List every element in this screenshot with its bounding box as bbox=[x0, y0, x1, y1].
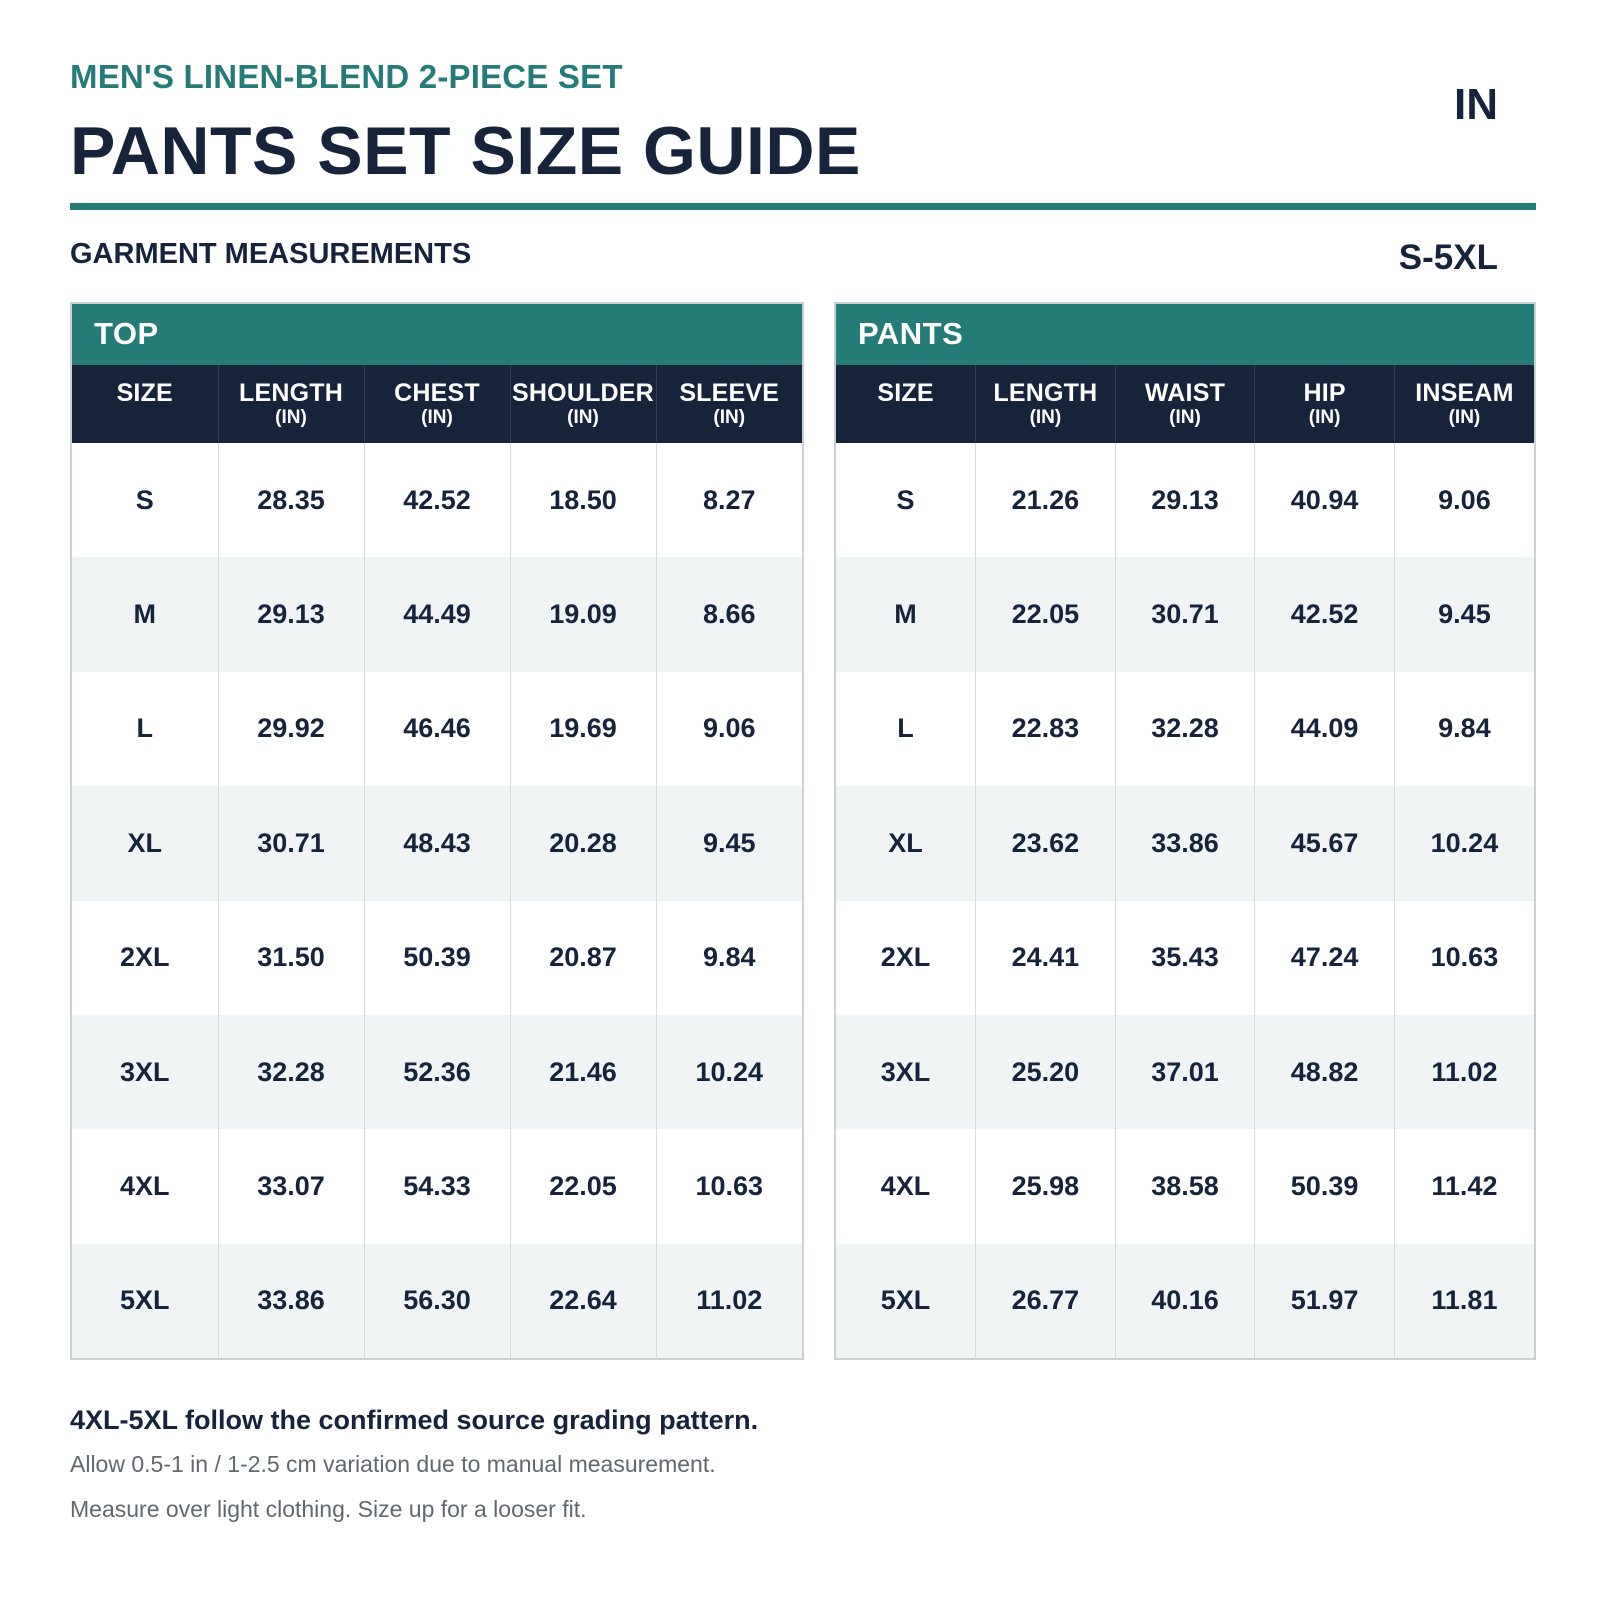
column-label: LENGTH bbox=[239, 378, 343, 407]
grading-note: 4XL-5XL follow the confirmed source grading pattern. bbox=[70, 1405, 759, 1435]
measurement-cell: 20.28 bbox=[510, 786, 656, 900]
table-row bbox=[836, 1129, 1534, 1243]
pants-size-table bbox=[836, 365, 1534, 1358]
size-cell: 3XL bbox=[72, 1015, 218, 1129]
column-header-hip bbox=[1255, 365, 1395, 443]
size-cell: 5XL bbox=[72, 1244, 218, 1358]
measurement-cell: 40.94 bbox=[1255, 443, 1395, 557]
top-panel-title: TOP bbox=[72, 304, 802, 365]
column-header-length bbox=[218, 365, 364, 443]
column-unit: (IN) bbox=[421, 406, 453, 428]
measurement-cell: 44.09 bbox=[1255, 672, 1395, 786]
column-label: INSEAM bbox=[1415, 378, 1514, 407]
measurement-cell: 47.24 bbox=[1255, 901, 1395, 1015]
pants-panel-title: PANTS bbox=[836, 304, 1534, 365]
measurement-cell: 19.09 bbox=[510, 557, 656, 671]
header-divider bbox=[70, 203, 1536, 210]
measurement-cell: 26.77 bbox=[976, 1244, 1116, 1358]
measurement-cell: 31.50 bbox=[218, 901, 364, 1015]
top-size-table bbox=[72, 365, 802, 1358]
measurement-cell: 11.02 bbox=[1394, 1015, 1534, 1129]
table-row bbox=[72, 786, 802, 900]
column-label: SHOULDER bbox=[512, 378, 654, 407]
column-label: CHEST bbox=[394, 378, 480, 407]
measurement-cell: 54.33 bbox=[364, 1129, 510, 1243]
size-cell: S bbox=[836, 443, 976, 557]
size-cell: XL bbox=[72, 786, 218, 900]
column-unit: (IN) bbox=[567, 406, 599, 428]
table-row bbox=[72, 557, 802, 671]
measurement-cell: 22.83 bbox=[976, 672, 1116, 786]
size-cell: M bbox=[72, 557, 218, 671]
measurement-cell: 30.71 bbox=[218, 786, 364, 900]
measurement-cell: 32.28 bbox=[218, 1015, 364, 1129]
measurement-cell: 29.92 bbox=[218, 672, 364, 786]
measurement-cell: 23.62 bbox=[976, 786, 1116, 900]
measurement-cell: 56.30 bbox=[364, 1244, 510, 1358]
measurement-cell: 29.13 bbox=[218, 557, 364, 671]
measurement-cell: 44.49 bbox=[364, 557, 510, 671]
column-header-waist bbox=[1115, 365, 1255, 443]
measurement-cell: 51.97 bbox=[1255, 1244, 1395, 1358]
column-unit: (IN) bbox=[1029, 406, 1062, 428]
measurement-cell: 22.64 bbox=[510, 1244, 656, 1358]
column-unit: (IN) bbox=[713, 406, 746, 428]
measurement-cell: 9.06 bbox=[1394, 443, 1534, 557]
column-label: SLEEVE bbox=[679, 378, 780, 407]
measurement-cell: 25.98 bbox=[976, 1129, 1116, 1243]
measurement-cell: 11.02 bbox=[656, 1244, 802, 1358]
column-header-chest bbox=[364, 365, 510, 443]
measurement-cell: 24.41 bbox=[976, 901, 1116, 1015]
table-row bbox=[836, 1015, 1534, 1129]
column-header-inseam bbox=[1394, 365, 1534, 443]
table-row bbox=[72, 443, 802, 557]
column-label: LENGTH bbox=[993, 378, 1098, 407]
measurement-cell: 37.01 bbox=[1115, 1015, 1255, 1129]
column-header-length bbox=[976, 365, 1116, 443]
size-cell: 4XL bbox=[836, 1129, 976, 1243]
size-cell: M bbox=[836, 557, 976, 671]
measurement-cell: 50.39 bbox=[1255, 1129, 1395, 1243]
size-cell: 3XL bbox=[836, 1015, 976, 1129]
measurement-cell: 45.67 bbox=[1255, 786, 1395, 900]
column-unit: (IN) bbox=[275, 406, 307, 428]
table-row bbox=[72, 1244, 802, 1358]
measurement-cell: 21.46 bbox=[510, 1015, 656, 1129]
measurement-cell: 21.26 bbox=[976, 443, 1116, 557]
measurement-cell: 38.58 bbox=[1115, 1129, 1255, 1243]
table-row bbox=[836, 672, 1534, 786]
table-row bbox=[836, 557, 1534, 671]
size-cell: 4XL bbox=[72, 1129, 218, 1243]
measurement-cell: 9.45 bbox=[1394, 557, 1534, 671]
column-label: SIZE bbox=[877, 378, 934, 407]
measurement-cell: 46.46 bbox=[364, 672, 510, 786]
measurement-cell: 48.82 bbox=[1255, 1015, 1395, 1129]
page-title: PANTS SET SIZE GUIDE bbox=[70, 113, 861, 189]
size-cell: 2XL bbox=[72, 901, 218, 1015]
table-row bbox=[72, 1129, 802, 1243]
measurement-cell: 30.71 bbox=[1115, 557, 1255, 671]
pants-size-panel bbox=[834, 302, 1536, 1360]
measurement-cell: 11.81 bbox=[1394, 1244, 1534, 1358]
measurement-cell: 10.24 bbox=[1394, 786, 1534, 900]
measurement-cell: 10.63 bbox=[1394, 901, 1534, 1015]
measurement-cell: 50.39 bbox=[364, 901, 510, 1015]
measurement-cell: 22.05 bbox=[976, 557, 1116, 671]
measurement-cell: 42.52 bbox=[364, 443, 510, 557]
measurement-cell: 18.50 bbox=[510, 443, 656, 557]
table-row bbox=[836, 901, 1534, 1015]
size-cell: 2XL bbox=[836, 901, 976, 1015]
measurement-cell: 28.35 bbox=[218, 443, 364, 557]
measurement-cell: 11.42 bbox=[1394, 1129, 1534, 1243]
measurement-cell: 29.13 bbox=[1115, 443, 1255, 557]
measurement-cell: 33.86 bbox=[1115, 786, 1255, 900]
column-header-shoulder bbox=[510, 365, 656, 443]
measurement-cell: 33.86 bbox=[218, 1244, 364, 1358]
measurement-cell: 19.69 bbox=[510, 672, 656, 786]
measurement-cell: 9.06 bbox=[656, 672, 802, 786]
measurement-cell: 8.66 bbox=[656, 557, 802, 671]
column-label: WAIST bbox=[1144, 378, 1226, 407]
unit-label: IN bbox=[1454, 80, 1498, 129]
measurement-cell: 52.36 bbox=[364, 1015, 510, 1129]
column-header-size bbox=[72, 365, 218, 443]
size-range-label: S-5XL bbox=[1398, 238, 1498, 277]
measurement-cell: 9.84 bbox=[656, 901, 802, 1015]
size-cell: 5XL bbox=[836, 1244, 976, 1358]
measurement-cell: 35.43 bbox=[1115, 901, 1255, 1015]
measurement-cell: 48.43 bbox=[364, 786, 510, 900]
table-row bbox=[72, 1015, 802, 1129]
measurement-cell: 32.28 bbox=[1115, 672, 1255, 786]
fit-note: Measure over light clothing. Size up for a looser fit. bbox=[70, 1496, 587, 1522]
column-unit: (IN) bbox=[1169, 406, 1201, 428]
measurement-cell: 33.07 bbox=[218, 1129, 364, 1243]
measurement-cell: 40.16 bbox=[1115, 1244, 1255, 1358]
table-row bbox=[836, 443, 1534, 557]
column-header-sleeve bbox=[656, 365, 802, 443]
column-unit: (IN) bbox=[1448, 406, 1481, 428]
size-cell: XL bbox=[836, 786, 976, 900]
size-cell: L bbox=[836, 672, 976, 786]
measurement-cell: 8.27 bbox=[656, 443, 802, 557]
size-cell: S bbox=[72, 443, 218, 557]
size-cell: L bbox=[72, 672, 218, 786]
measurement-cell: 42.52 bbox=[1255, 557, 1395, 671]
column-label: SIZE bbox=[116, 378, 173, 407]
variation-note: Allow 0.5-1 in / 1-2.5 cm variation due to manual measurement. bbox=[70, 1451, 716, 1477]
measurement-cell: 10.24 bbox=[656, 1015, 802, 1129]
column-header-size bbox=[836, 365, 976, 443]
product-subtitle: MEN'S LINEN-BLEND 2-PIECE SET bbox=[70, 58, 623, 95]
measurement-cell: 10.63 bbox=[656, 1129, 802, 1243]
table-row bbox=[836, 1244, 1534, 1358]
measurement-cell: 9.84 bbox=[1394, 672, 1534, 786]
column-unit: (IN) bbox=[1308, 406, 1341, 428]
column-label: HIP bbox=[1303, 378, 1346, 407]
table-row bbox=[72, 672, 802, 786]
section-heading: GARMENT MEASUREMENTS bbox=[70, 238, 472, 270]
top-size-panel bbox=[70, 302, 804, 1360]
measurement-cell: 22.05 bbox=[510, 1129, 656, 1243]
table-row bbox=[836, 786, 1534, 900]
measurement-cell: 9.45 bbox=[656, 786, 802, 900]
measurement-cell: 20.87 bbox=[510, 901, 656, 1015]
measurement-cell: 25.20 bbox=[976, 1015, 1116, 1129]
table-row bbox=[72, 901, 802, 1015]
